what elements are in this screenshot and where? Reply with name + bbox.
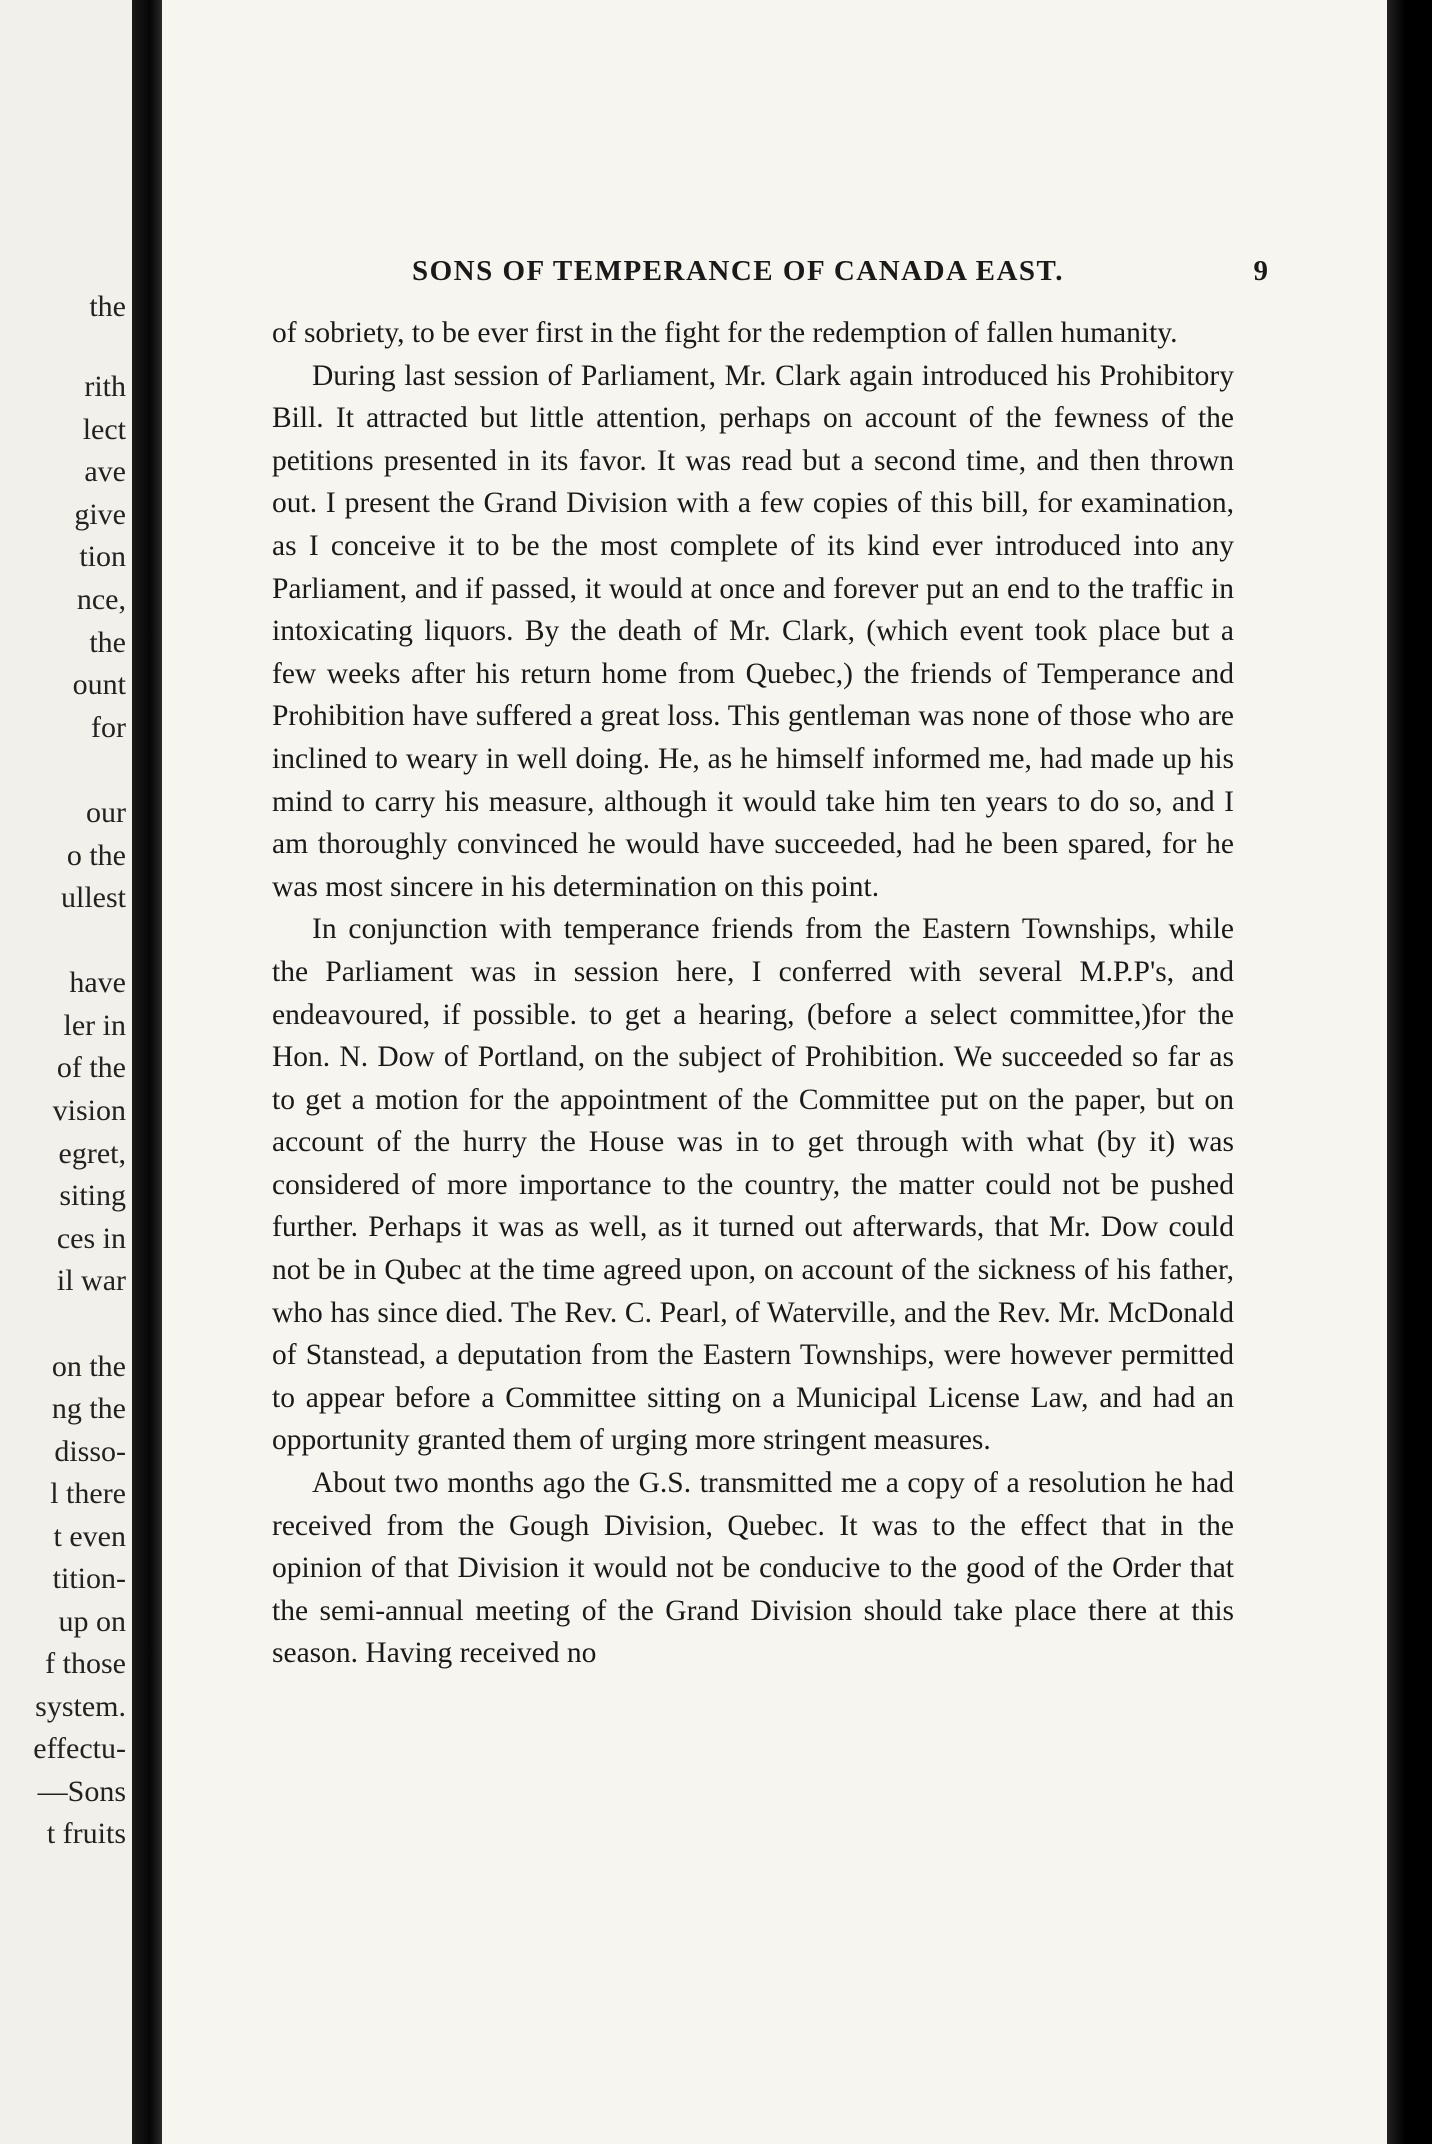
facing-page-line-fragment: our	[86, 796, 126, 829]
facing-page-fragment	[0, 0, 132, 2144]
facing-page-line-fragment: ng the	[51, 1392, 126, 1425]
facing-page-line-fragment: il war	[56, 1264, 126, 1297]
facing-page-line-fragment: vision	[52, 1094, 126, 1127]
facing-page-line-fragment: lect	[82, 413, 126, 446]
page-edge	[1387, 0, 1432, 2144]
facing-page-line-fragment: of the	[56, 1051, 126, 1084]
facing-page-line-fragment: on the	[51, 1350, 126, 1383]
facing-page-line-fragment: tition-	[52, 1562, 126, 1595]
facing-page-line-fragment: o the	[66, 839, 126, 872]
paragraph-continued: of sobriety, to be ever first in the fight for the redemption of fallen humanity.	[272, 317, 1178, 349]
paragraph: During last session of Parliament, Mr. Clark again introduced his Prohibitory Bill. It attracted but little attention, perhaps on account of the fewness of the petitions presented in its favor. It was read but a second time, and then thrown out. I present the Grand Division with a few copies of this bill, for examination, as I conceive it to be the most complete of its kind ever introduced into any Parliament, and if passed, it would at once and forever put an end to the traffic in intoxicating liquors. By the death of Mr. Clark, (which event took place but a few weeks after his return home from Quebec,) the friends of Temperance and Prohibition have suffered a great loss. This gentleman was none of those who are inclined to weary in well doing. He, as he himself informed me, had made up his mind to carry his measure, although it would take him ten years to do so, and I am thoroughly convinced he would have succeeded, had he been spared, for he was most sincere in his determination on this point.	[272, 359, 1234, 903]
paragraph: In conjunction with temperance friends from the Eastern Townships, while the Parliament was in session here, I conferred with several M.P.P's, and endeavoured, if possible. to get a hearing, (before a select committee,)for the Hon. N. Dow of Portland, on the subject of Prohibition. We succeeded so far as to get a motion for the appointment of the Committee put on the paper, but on account of the hurry the House was in to get through with what (by it) was considered of more importance to the country, the matter could not be pushed further. Perhaps it was as well, as it turned out afterwards, that Mr. Dow could not be in Qubec at the time agreed upon, on account of the sickness of his father, who has since died. The Rev. C. Pearl, of Waterville, and the Rev. Mr. McDonald of Stanstead, a deputation from the Eastern Townships, were however permitted to appear before a Committee sitting on a Municipal License Law, and had an opportunity granted them of urging more stringent measures.	[272, 913, 1234, 1457]
facing-page-line-fragment: the	[89, 290, 126, 323]
facing-page-line-fragment: t even	[53, 1520, 126, 1553]
facing-page-line-fragment: disso-	[54, 1435, 126, 1468]
running-head: SONS OF TEMPERANCE OF CANADA EAST.	[411, 255, 1064, 287]
facing-page-line-fragment: egret,	[58, 1137, 126, 1170]
facing-page-line-fragment: for	[91, 711, 126, 744]
facing-page-line-fragment: ces in	[56, 1222, 126, 1255]
facing-page-line-fragment: tion	[79, 540, 126, 573]
facing-page-line-fragment: t fruits	[46, 1817, 126, 1850]
facing-page-line-fragment: ullest	[61, 881, 126, 914]
facing-page-line-fragment: ave	[84, 455, 126, 488]
facing-page-line-fragment: l there	[50, 1477, 126, 1510]
page-header	[268, 255, 1268, 295]
facing-page-line-fragment: ount	[72, 668, 126, 701]
facing-page-line-fragment: —Sons	[37, 1775, 126, 1808]
facing-page-line-fragment: give	[74, 498, 126, 531]
paragraph: About two months ago the G.S. transmitted me a copy of a resolution he had received from the Gough Division, Quebec. It was to the effect that in the opinion of that Division it would not be conducive to the good of the Order that the semi-annual meeting of the Grand Division should take place there at this season. Having received no	[272, 1467, 1234, 1670]
facing-page-line-fragment: ler in	[63, 1009, 126, 1042]
body-text	[272, 312, 1234, 1675]
facing-page-line-fragment: siting	[59, 1179, 126, 1212]
facing-page-line-fragment: system.	[35, 1690, 126, 1723]
book-gutter	[132, 0, 162, 2144]
facing-page-line-fragment: up on	[58, 1605, 126, 1638]
page-number: 9	[1253, 255, 1268, 287]
facing-page-line-fragment: f those	[45, 1647, 126, 1680]
facing-page-line-fragment: nce,	[76, 583, 126, 616]
facing-page-line-fragment: have	[69, 966, 126, 999]
facing-page-line-fragment: effectu-	[33, 1732, 126, 1765]
facing-page-line-fragment: the	[89, 626, 126, 659]
facing-page-line-fragment: rith	[84, 370, 126, 403]
